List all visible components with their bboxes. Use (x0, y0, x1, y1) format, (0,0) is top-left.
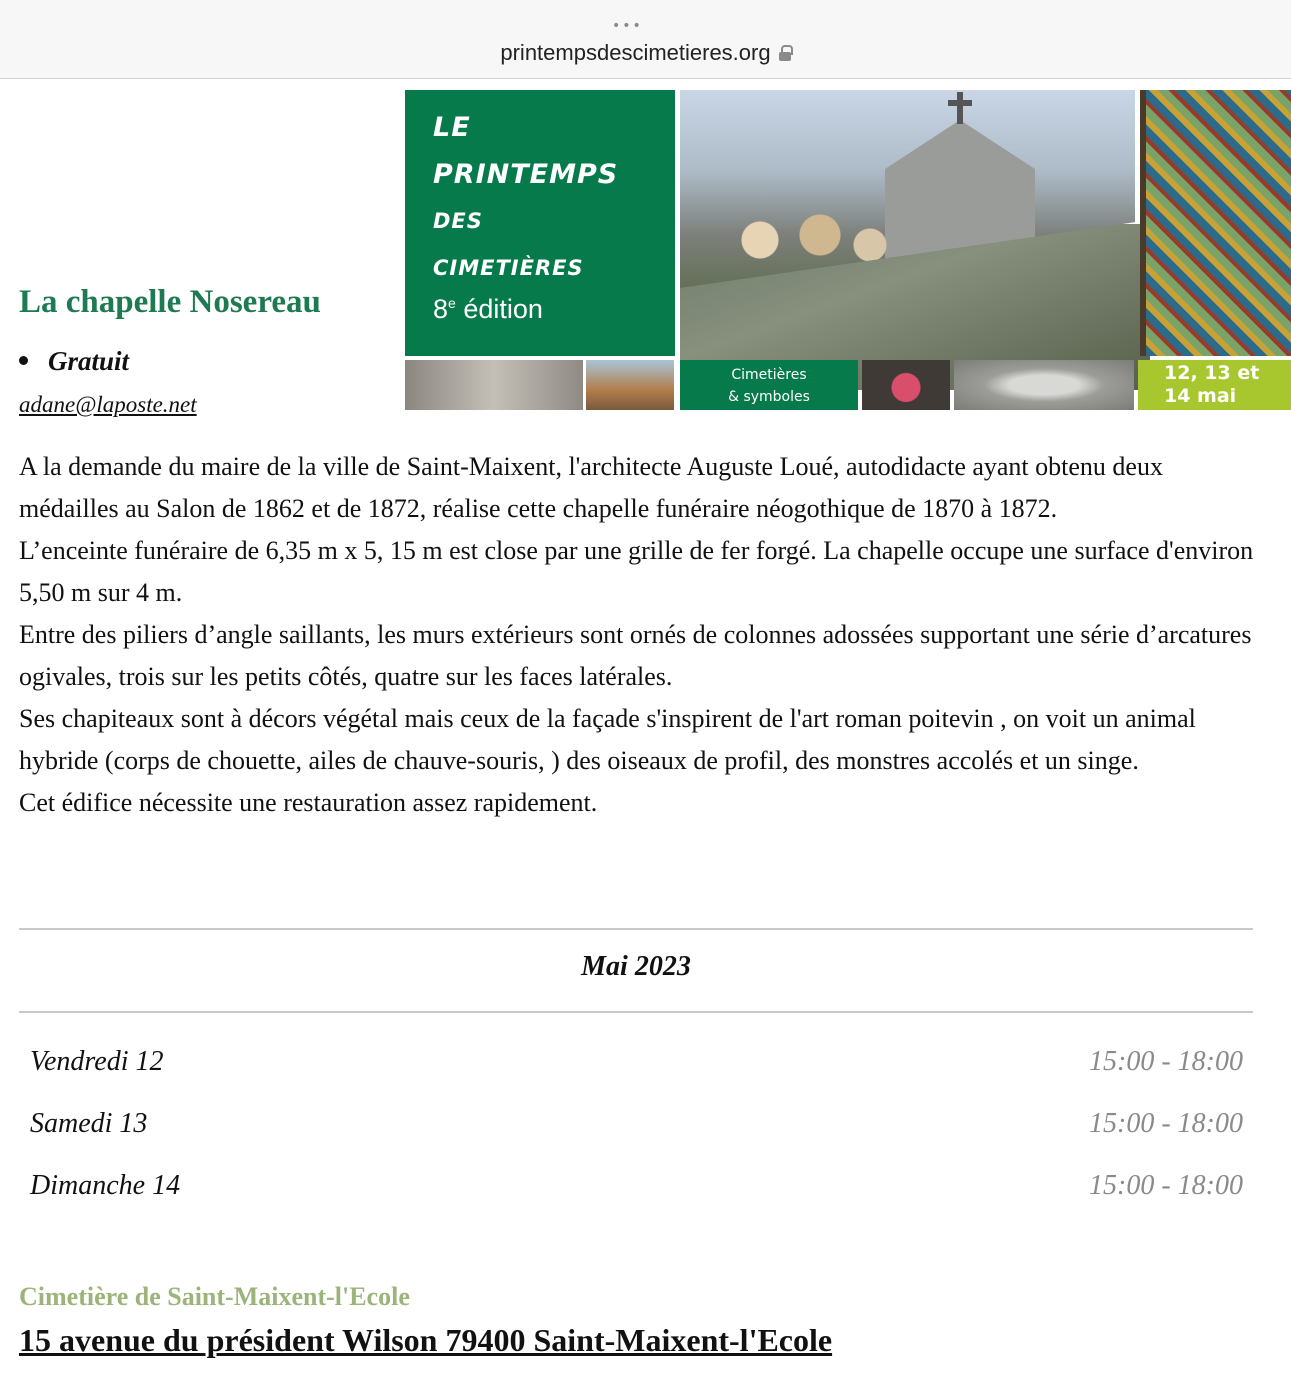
venue-name: Cimetière de Saint-Maixent-l'Ecole (19, 1282, 410, 1311)
angel-sculpture-photo (405, 360, 583, 410)
schedule-day: Dimanche 14 (30, 1170, 181, 1201)
dates-line-1: 12, 13 et (1164, 362, 1260, 384)
url-text[interactable]: printempsdescimetieres.org (500, 40, 771, 65)
description-paragraph: Entre des piliers d’angle saillants, les murs extérieurs sont ornés de colonnes adossées supportant une série d’arcatures ogivales, trois sur les petits côtés, quatre sur les faces latérales. (19, 620, 1252, 691)
banner-line-2: PRINTEMPS (433, 159, 619, 190)
edition-number: 8 (433, 294, 449, 324)
handshake-relief-photo (954, 360, 1134, 410)
description-paragraph: Ses chapiteaux sont à décors végétal mais ceux de la façade s'inspirent de l'art roman poitevin , on voit un animal hybride (corps de chouette, ailes de chauve-souris, ) des oiseaux de profil, des monstres accolés et un singe. (19, 704, 1196, 775)
description-paragraph: Cet édifice nécessite une restauration assez rapidement. (19, 788, 598, 817)
theme-line-2: & symboles (728, 389, 810, 405)
stained-glass-photo (1140, 90, 1291, 356)
schedule-time: 15:00 - 18:00 (1089, 1046, 1243, 1077)
edition-superscript: e (448, 295, 456, 311)
cross-icon (948, 92, 972, 124)
address-link[interactable]: 15 avenue du président Wilson 79400 Saint-Maixent-l'Ecole (19, 1322, 833, 1358)
urn-photo (586, 360, 674, 410)
divider (19, 1011, 1253, 1013)
banner-title-block (405, 90, 675, 356)
description-paragraph: L’enceinte funéraire de 6,35 m x 5, 15 m est close par une grille de fer forgé. La chapelle occupe une surface d'environ 5,50 m sur 4 m. (19, 536, 1254, 607)
schedule-row (30, 1170, 1243, 1210)
address-bar[interactable] (0, 40, 1291, 66)
schedule-row (30, 1108, 1243, 1148)
event-title: La chapelle Nosereau (19, 284, 321, 320)
schedule-time: 15:00 - 18:00 (1089, 1170, 1243, 1201)
email-link[interactable]: adane@laposte.net (19, 392, 197, 417)
theme-line-1: Cimetières (731, 367, 807, 383)
price-item (19, 346, 129, 377)
tab-overview-icon[interactable]: ••• (612, 18, 643, 34)
flowers-photo (862, 360, 950, 410)
schedule-day: Vendredi 12 (30, 1046, 164, 1077)
browser-toolbar (0, 0, 1291, 79)
divider (19, 928, 1253, 930)
bullet-icon (19, 356, 28, 365)
banner-line-1: LE (433, 112, 471, 143)
event-description (19, 446, 1269, 824)
cemetery-visit-photo (680, 90, 1135, 356)
event-banner (405, 90, 1291, 430)
edition-word: édition (463, 294, 543, 324)
dates-label (1138, 360, 1291, 430)
price-label: Gratuit (48, 346, 130, 376)
schedule-row (30, 1046, 1243, 1086)
description-paragraph: A la demande du maire de la ville de Saint-Maixent, l'architecte Auguste Loué, autodidacte ayant obtenu deux médailles au Salon de 1862 et de 1872, réalise cette chapelle funéraire néogothique de 1870 à 1872. (19, 452, 1163, 523)
schedule-month: Mai 2023 (581, 951, 691, 982)
banner-line-3: DES (433, 209, 483, 233)
schedule-time: 15:00 - 18:00 (1089, 1108, 1243, 1139)
banner-edition (433, 294, 675, 325)
dates-line-2: 14 mai 2023 (1164, 385, 1237, 430)
banner-line-4: CIMETIÈRES (433, 256, 584, 280)
theme-label (680, 360, 858, 410)
chapel-shape (885, 120, 1035, 260)
lock-icon (779, 45, 791, 61)
schedule-day: Samedi 13 (30, 1108, 148, 1139)
